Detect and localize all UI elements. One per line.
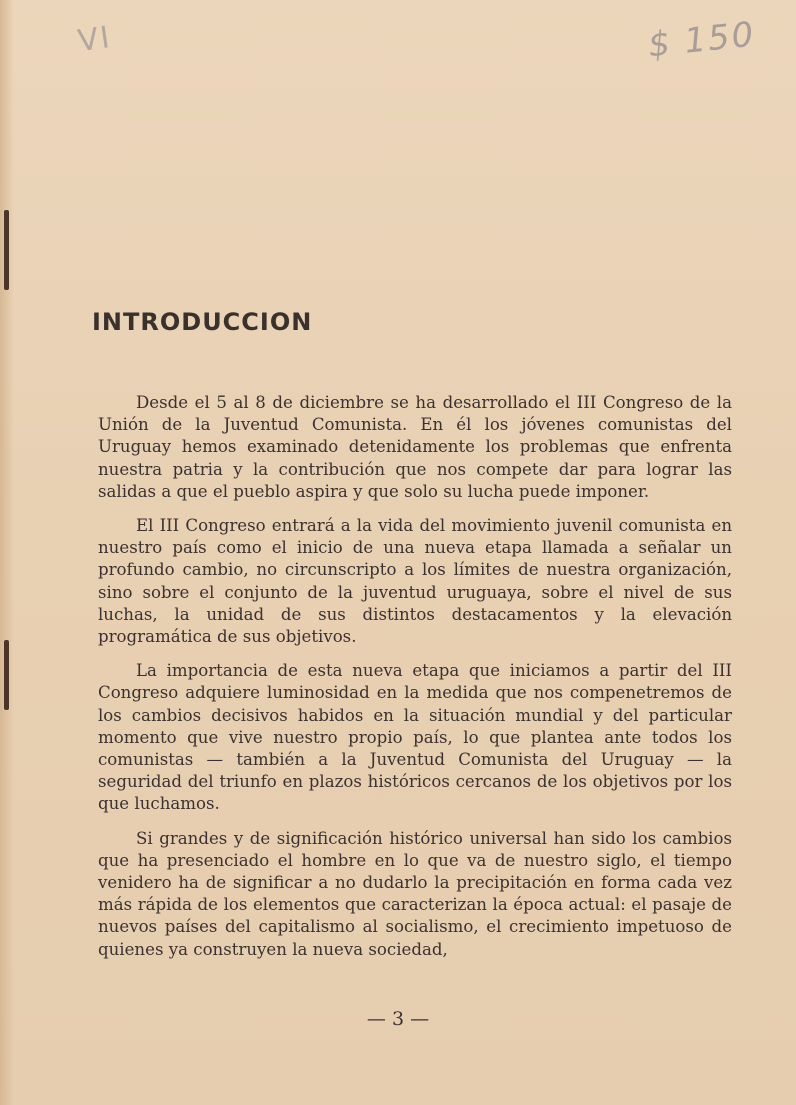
paragraph: El III Congreso entrará a la vida del movimiento juvenil comunista en nuestro país como el inicio de una nueva etapa llamada a señalar un profundo cambio, no circunscripto a los límites de nuestra organización, sino sobre el conjunto de la juventud uruguaya, sobre el nivel de sus luchas, la unidad de sus distintos destacamentos y la elevación programática de sus objetivos. bbox=[98, 516, 732, 647]
binding-staple-mark bbox=[4, 210, 9, 290]
page-edge-shadow bbox=[0, 0, 14, 1105]
binding-staple-mark bbox=[4, 640, 9, 710]
page-number: — 3 — bbox=[366, 1008, 430, 1030]
paragraph: Si grandes y de significación histórico universal han sido los cambios que ha presenciado el hombre en lo que va de nuestro siglo, el tiempo venidero ha de significar a no dudarlo la precipitación en forma cada vez más rápida de los elementos que caracterizan la época actual: el pasaje de nuevos países del capitalismo al socialismo, el crecimiento impetuoso de quienes ya construyen la nueva sociedad, bbox=[98, 828, 732, 959]
section-heading: INTRODUCCION bbox=[92, 308, 313, 336]
pencil-annotation-left: VI bbox=[75, 19, 114, 60]
paragraph: Desde el 5 al 8 de diciembre se ha desarrollado el III Congreso de la Unión de la Juventud Comunista. En él los jóvenes comunistas del Uruguay hemos examinado detenidamente los problemas que enfrenta nuestra patria y la contribución que nos compete dar para lograr las salidas a que el pueblo aspira y que solo su lucha puede imponer. bbox=[98, 393, 732, 501]
paragraph: La importancia de esta nueva etapa que iniciamos a partir del III Congreso adquiere luminosidad en la medida que nos compenetremos de los cambios decisivos habidos en la situación mundial y del particular momento que vive nuestro propio país, lo que plantea ante todos los comunistas — también a la Juventud Comunista del Uruguay — la seguridad del triunfo en plazos históricos cercanos de los objetivos por los que luchamos. bbox=[98, 661, 732, 814]
body-text bbox=[98, 392, 732, 973]
pencil-annotation-price: $ 150 bbox=[646, 14, 758, 66]
